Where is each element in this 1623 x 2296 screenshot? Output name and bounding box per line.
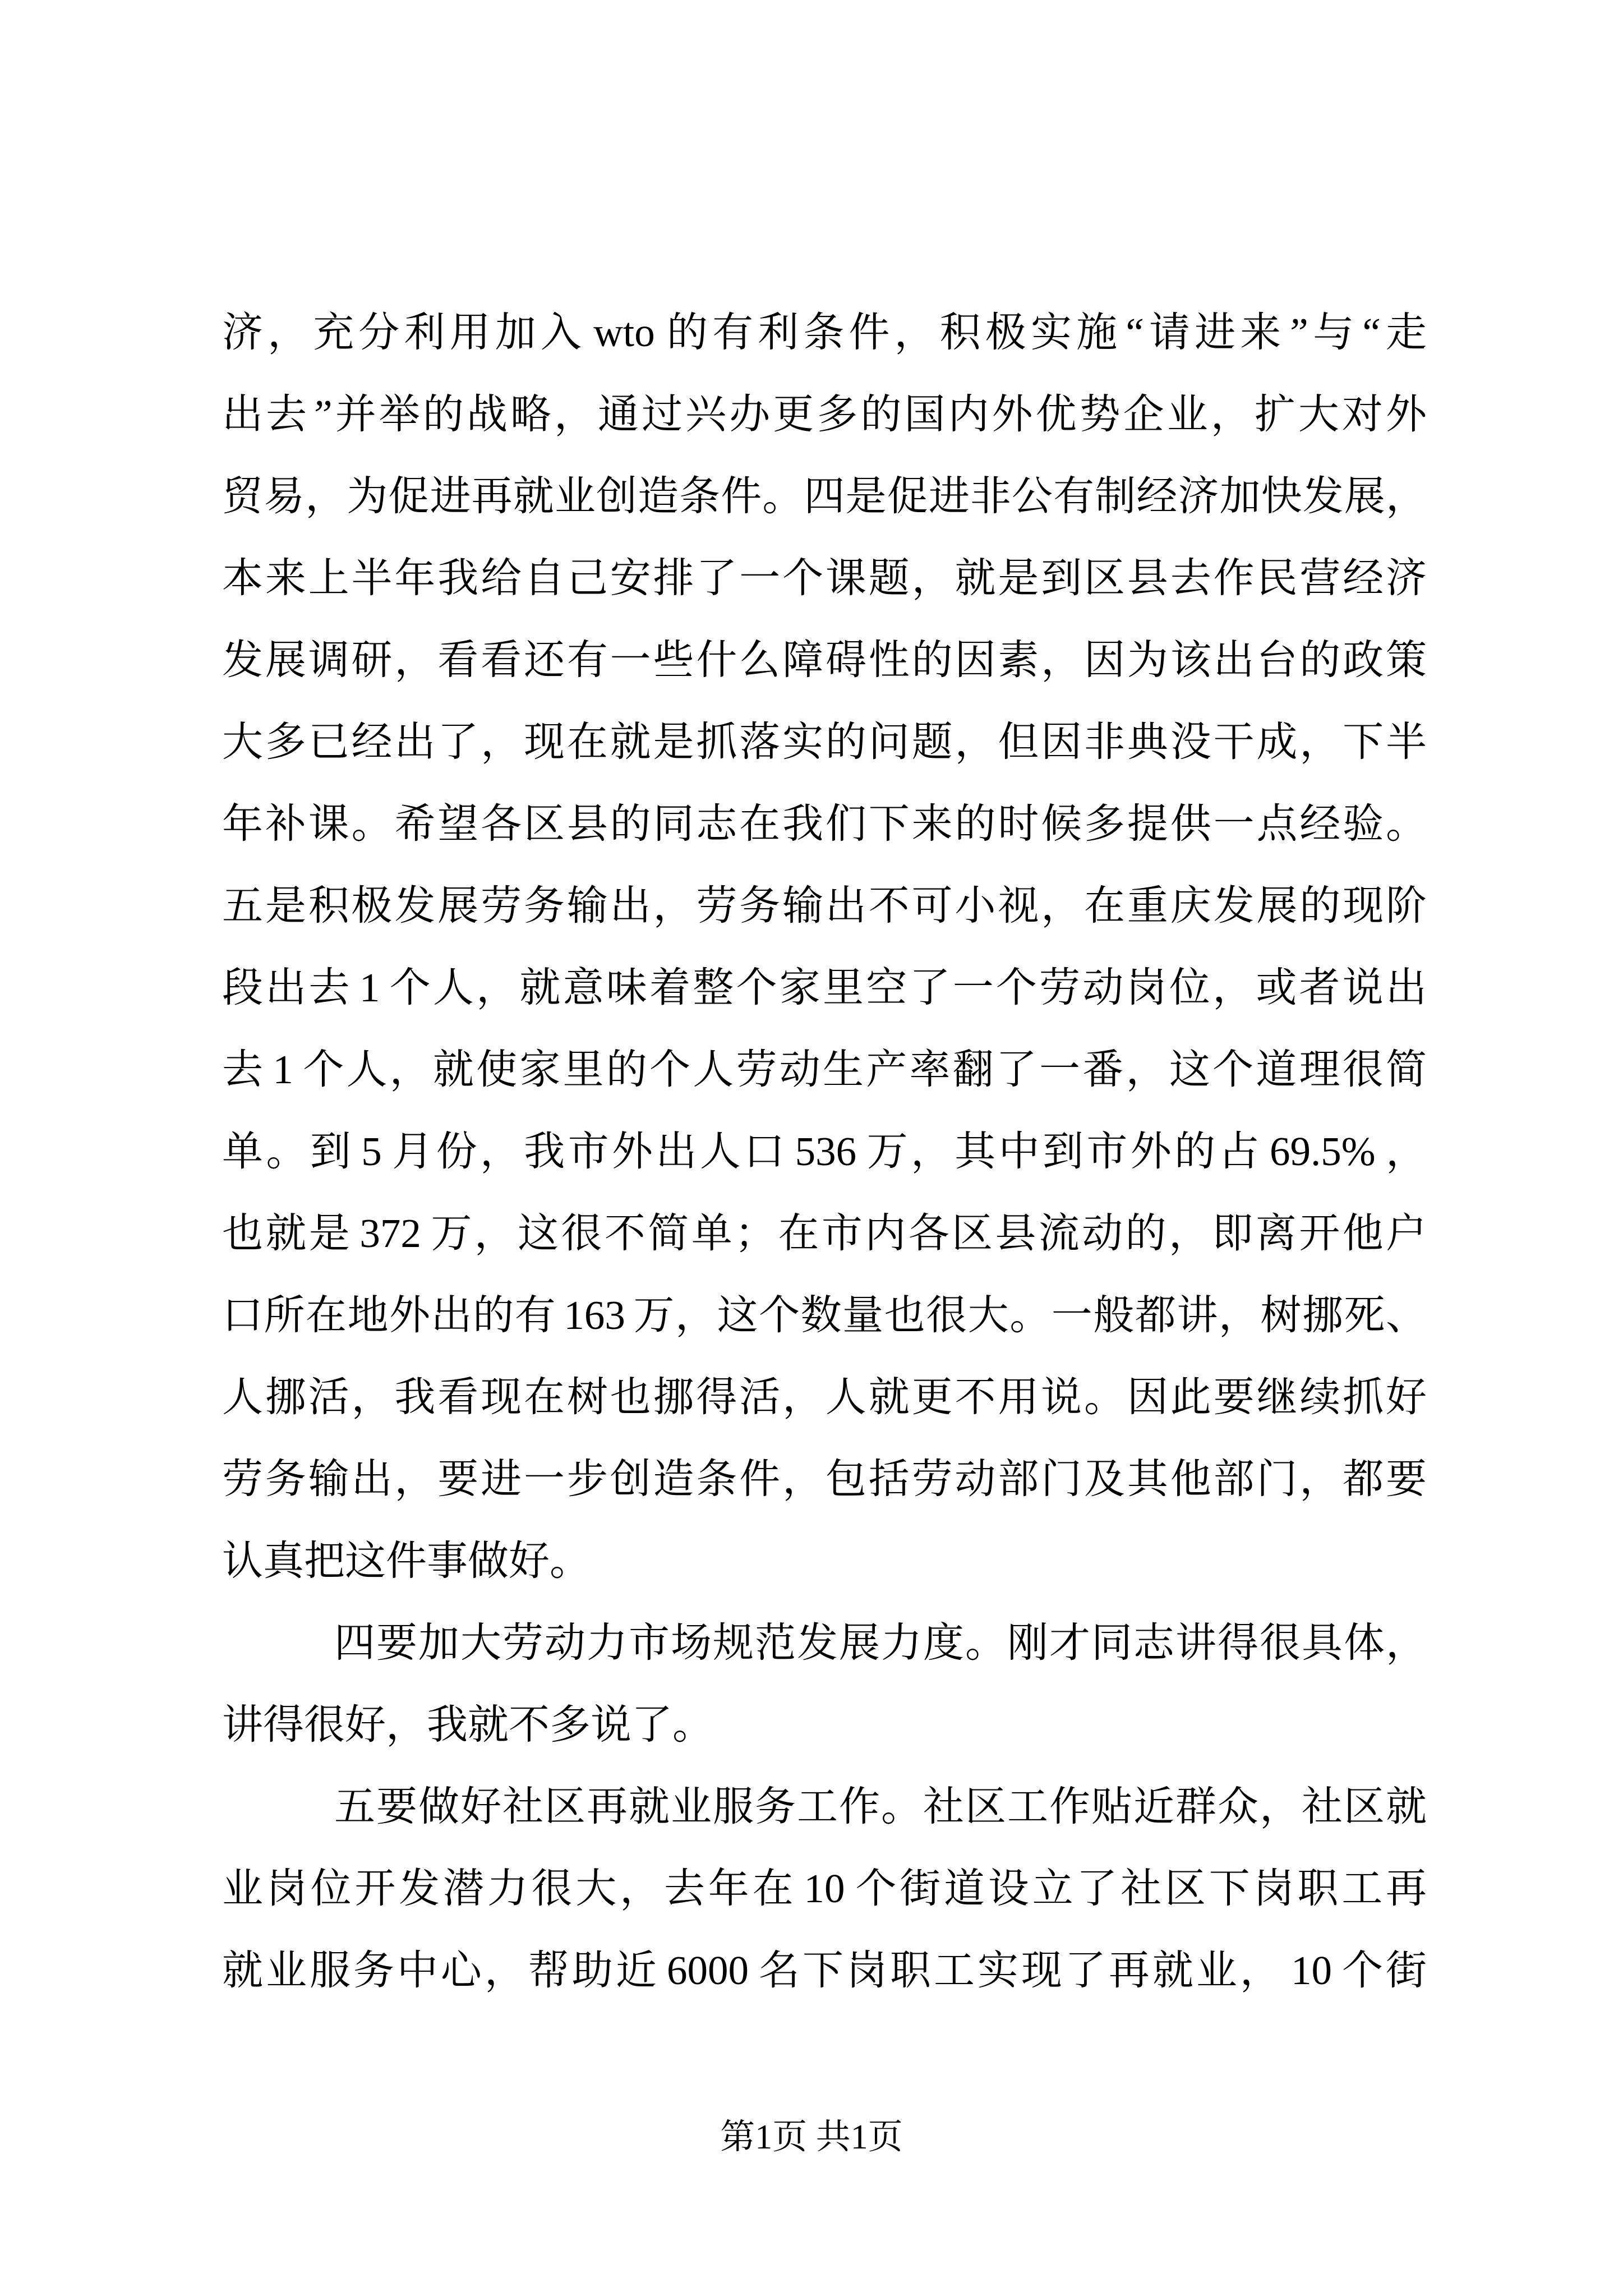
text-line: 贸易，为促进再就业创造条件。四是促进非公有制经济加快发展， [222,473,1427,519]
text-line: 单。到 5 月份，我市外出人口 536 万，其中到市外的占 69.5% ， [222,1129,1427,1174]
text-line: 段出去 1 个人，就意味着整个家里空了一个劳动岗位，或者说出 [222,965,1427,1010]
latin-text: 69.5% [1269,1129,1376,1174]
document-body [222,292,1427,2012]
text-line: 认真把这件事做好。 [222,1538,591,1584]
text-line: 五要做好社区再就业服务工作。社区工作贴近群众，社区就 [334,1784,1427,1829]
text-line: 本来上半年我给自己安排了一个课题，就是到区县去作民营经济 [222,555,1427,601]
latin-text: 1 [359,965,380,1010]
page-number-label: 第1页 共1页 [720,2118,903,2156]
text-line: 四要加大劳动力市场规范发展力度。刚才同志讲得很具体， [334,1620,1427,1665]
latin-text: 163 [564,1292,625,1338]
text-line: 业岗位开发潜力很大，去年在 10 个街道设立了社区下岗职工再 [222,1866,1427,1911]
text-line: 五是积极发展劳务输出，劳务输出不可小视，在重庆发展的现阶 [222,883,1427,928]
text-line: 发展调研，看看还有一些什么障碍性的因素，因为该出台的政策 [222,637,1427,683]
text-line: 人挪活，我看现在树也挪得活，人就更不用说。因此要继续抓好 [222,1374,1427,1420]
text-line: 就业服务中心，帮助近 6000 名下岗职工实现了再就业， 10 个街 [222,1948,1427,1993]
text-line: 也就是 372 万，这很不简单；在市内各区县流动的，即离开他户 [222,1211,1427,1256]
text-line: 去 1 个人，就使家里的个人劳动生产率翻了一番，这个道理很简 [222,1047,1427,1092]
latin-text: 5 [361,1129,382,1174]
latin-text: 1 [273,1047,293,1092]
text-line: 劳务输出，要进一步创造条件，包括劳动部门及其他部门，都要 [222,1456,1427,1502]
latin-text: 6000 [666,1948,749,1993]
latin-text: 536 [795,1129,857,1174]
page-footer [0,2116,1623,2159]
text-line: 讲得很好，我就不多说了。 [222,1702,713,1747]
latin-text: 10 [1290,1948,1332,1993]
latin-text: 10 [804,1866,845,1911]
latin-text: wto [593,310,655,355]
text-line: 年补课。希望各区县的同志在我们下来的时候多提供一点经验。 [222,801,1427,846]
latin-text: 372 [359,1211,421,1256]
text-line: 大多已经出了，现在就是抓落实的问题，但因非典没干成，下半 [222,719,1427,765]
text-line: 出去”并举的战略，通过兴办更多的国内外优势企业，扩大对外 [222,392,1427,437]
text-line: 口所在地外出的有 163 万，这个数量也很大。一般都讲，树挪死、 [222,1292,1427,1338]
text-line: 济，充分利用加入 wto 的有利条件，积极实施“请进来”与“走 [222,310,1427,355]
